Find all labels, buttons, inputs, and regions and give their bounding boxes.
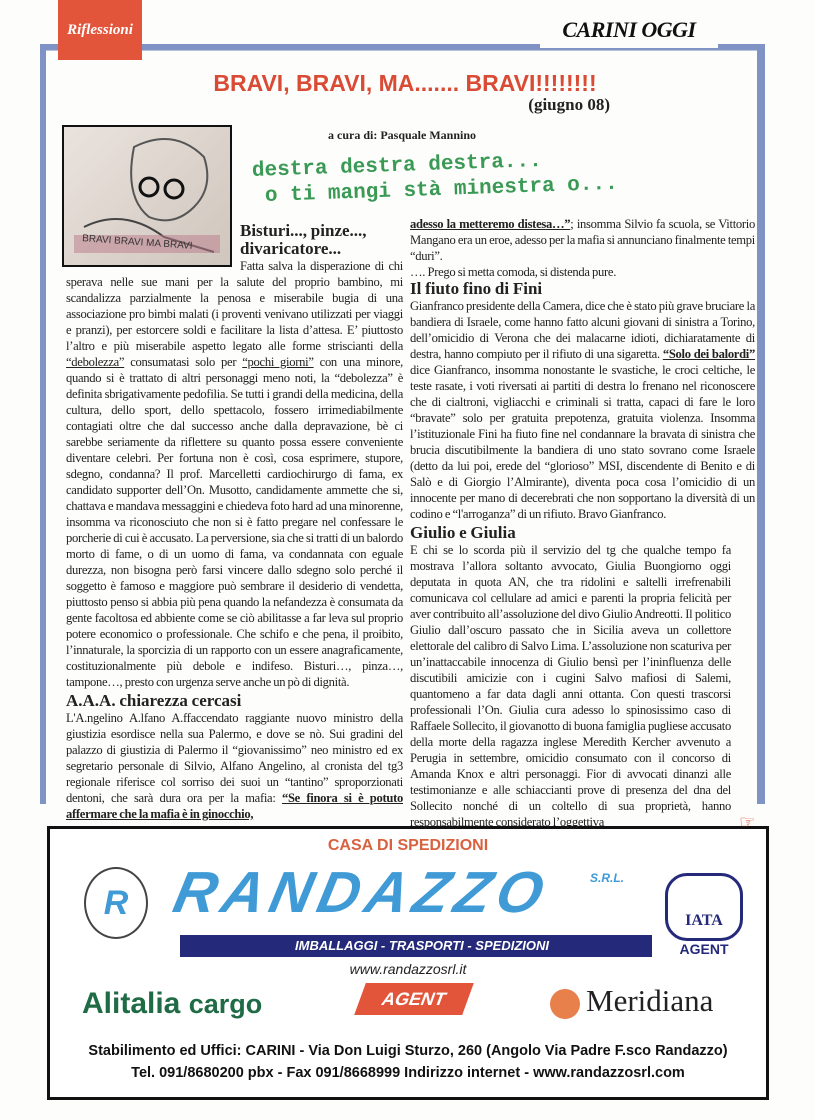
image-float-spacer bbox=[66, 222, 240, 268]
text: Fatta salva la disperazione di chi sperava nelle sue mani per la salute del proprio bambino, mi scandalizza parzialmente la penosa e miserabile bugia di una associazione pro bimbi malati (i proventi venivano utilizzati per viaggi e pranzi), per estorcere soldi e facilitare la lista d’attesa. E’ piuttosto l’altro e più miserabile aspetto legato alle forme striscianti della bbox=[66, 259, 403, 353]
right-column bbox=[410, 216, 755, 830]
ad-contacts: Tel. 091/8680200 pbx - Fax 091/8668999 Indirizzo internet - www.randazzosrl.com bbox=[131, 1065, 685, 1081]
section-heading-chiarezza: A.A.A. chiarezza cercasi bbox=[66, 691, 242, 710]
article-date: (giugno 08) bbox=[528, 95, 610, 114]
paragraph-bisturi bbox=[66, 258, 403, 690]
brand-suffix: S.R.L. bbox=[590, 871, 625, 885]
bold-quote: “Solo dei balordi” bbox=[662, 347, 756, 361]
cargo-label: cargo bbox=[188, 989, 263, 1019]
pointing-hand-icon: ☞ bbox=[739, 812, 755, 832]
iata-logo: IATA bbox=[665, 873, 743, 941]
underlined-text: “debolezza” bbox=[66, 355, 125, 369]
ad-website: www.randazzosrl.it bbox=[349, 961, 467, 977]
bold-quote: adesso la metteremo distesa…” bbox=[410, 217, 571, 231]
text: Gianfranco presidente della Camera, dice che è stato più grave bruciare la bandiera di Israele, come hanno fatto alcuni giovani di sinistra a Torino, dell’omicidio di Verona che dei malacarne idioti, dichiaratamente di destra, hanno compiuto per il rifiuto di una sigaretta. bbox=[410, 299, 755, 361]
brand-name: RANDAZZO bbox=[168, 860, 556, 925]
text: consumatasi solo per bbox=[124, 355, 243, 369]
paragraph-fini bbox=[410, 298, 755, 522]
paragraph-chiarezza bbox=[66, 710, 403, 822]
iata-agent-label: AGENT bbox=[679, 941, 729, 957]
text: dice Gianfranco, insomma nonostante le svastiche, le croci celtiche, le teste rasate, i voti riversati ai partiti di destra lo frenano nel riconoscere che di cialtroni, vigliacchi e criminali si tratta, capaci di fare le loro “bravate” solo per gratuita prepotenza, gratuita violenza. Insomma l’istituzionale Fini ha fiuto fine nel condannare la bravata di sinistra che brucia discutibilmente la bandiera di uno stato sovrano come Israele (detto da lui poi, erede del “glorioso” MSI, discendente di Benito e di Salò e di Giorgio l’Almirante), diventa poca cosa l’omicidio di un innocente per mano di decerebrati che non sopportano la diversità di un codino e “l'arroganza” di un rifiuto. Bravo Gianfranco. bbox=[410, 363, 755, 521]
slogan-line-1: destra destra destra... bbox=[251, 149, 543, 183]
slogan-line-2: o ti mangi stà minestra o... bbox=[264, 172, 619, 208]
paragraph-giulio: E chi se lo scorda più il servizio del tg che qualche tempo fa mostrava l’allora soltanto avvocato, Giulia Buongiorno oggi deputata in quota AN, che tra ridolini e saltelli irrefrenabili comunicava col cellulare ad amici e parenti la propria felicità per aver contribuito all’assoluzione del divo Giulio Andreotti. Il politico Giulio dall’oscuro passato che in Sicilia aveva un collettore elettorale del calibro di Salvo Lima. L’assoluzione non scaturiva per un’inattaccabile innocenza di Giulio bensì per l’ininfluenza delle discutibili amicizie con i cugini Salvo mafiosi di Salemi, quantomeno a far data dagli anni ottanta. Con questi trascorsi professionali l’On. Giulia cura adesso lo spinosissimo caso di Raffaele Sollecito, il giovanotto di buona famiglia pugliese accusato della morte della ragazza inglese Meredith Kercher avvenuto a Perugia in settembre, omicidio consumato con il concorso di Amanda Knox e altri personaggi. Fior di avvocati dinanzi alle testimonianze e alle schiaccianti prove di presenza del dna del Sollecito nonché di un coltello di sua proprietà, hanno responsabilmente considerato l’oggettiva bbox=[410, 543, 731, 829]
byline: a cura di: Pasquale Mannino bbox=[328, 128, 477, 142]
alitalia-label: Alitalia bbox=[82, 987, 181, 1020]
meridiana-logo: Meridiana bbox=[586, 983, 714, 1018]
meridiana-logo-icon bbox=[550, 989, 580, 1019]
article-title: BRAVI, BRAVI, MA....... BRAVI!!!!!!!! bbox=[213, 70, 597, 96]
left-column bbox=[66, 222, 403, 822]
paragraph-prego: …. Prego si metta comoda, si distenda pure. bbox=[410, 265, 617, 279]
bold-quote: “Se finora si è potuto affermare che la mafia è in ginocchio, bbox=[66, 791, 403, 821]
section-label: Riflessioni bbox=[58, 0, 142, 60]
text: con una minore, quando si è trattato di altri personaggi meno noti, la “debolezza” è definita sbrigativamente pedofilia. Se tutti i grandi della medicina, della cultura, dello sport, dello spettacolo, fossero irrimediabilmente contagiati oltre che dal successo anche dalla depravazione, bè ci sarebbe seriamente da riflettere su quanto possa essere conveniente diventare celebri. Per fortuna non è così, cosa esprimere, stupore, sdegno, condanna? Il prof. Marcelletti cardiochirurgo di fama, ex candidato supporter dell’On. Musotto, candidamente ammette che si, chattava e mandava messaggini e chiedeva foto hard ad una minorenne, insomma va riconosciuto che non si è fatto pregare nel confessare le porcherie di cui è accusato. La perversione, sia che si tratti di un balordo morto di fame, o di un uomo di fama, va condannata con eguale durezza, non bisogna però farsi vincere dallo sdegno solo perché il soggetto è famoso e maggiore può sembrare il desiderio di vendetta, piuttosto penso si abbia più pena quando la nefandezza è consumata da gente facoltosa ed abbiente come se ciò abilitasse a far leva sul proprio potere economico o professionale. Che schifo e che pena, il proibito, l’innaturale, la sporcizia di un rapporto con un essere anagraficamente, costituzionalmente più debole e indifeso. Bisturi…, pinza…, tampone…, presto con urgenza serve anche un pò di dignità. bbox=[66, 355, 403, 689]
text: ; insomma Silvio fa scuola, se Vittorio Mangano era un eroe, adesso per la mafia si annunciano finalmente tempi “duri”. bbox=[410, 217, 755, 263]
text: L'A.ngelino A.lfano A.ffaccendato raggiante nuovo ministro della giustizia esordisce nella sua Palermo, e dove se nò. Sui gradini del palazzo di giustizia di Palermo il “giovanissimo” neo ministro ed ex segretario personale di Silvio, Alfano Angelino, al cronista del tg3 regionale riferisce col sorriso dei suoi un “tantino” sproporzionati dentoni, che sarà dura ora per la mafia: bbox=[66, 711, 403, 805]
alitalia-cargo-logo bbox=[82, 987, 262, 1021]
underlined-text: “pochi giorni” bbox=[242, 355, 314, 369]
frame-left-border bbox=[40, 44, 46, 804]
globe-logo-icon: R bbox=[84, 867, 148, 939]
ad-kicker: CASA DI SPEDIZIONI bbox=[327, 837, 489, 854]
magazine-logo: CARINI OGGI bbox=[540, 12, 718, 48]
section-heading-fini: Il fiuto fino di Fini bbox=[410, 279, 543, 298]
agent-badge: AGENT bbox=[354, 983, 474, 1015]
paragraph-chiarezza-cont bbox=[410, 216, 755, 264]
section-heading-giulio: Giulio e Giulia bbox=[410, 523, 516, 542]
caricature-caption: BRAVI BRAVI MA BRAVI bbox=[81, 233, 193, 252]
frame-right-border bbox=[757, 44, 765, 804]
ad-address: Stabilimento ed Uffici: CARINI - Via Don Luigi Sturzo, 260 (Angolo Via Padre F.sco Randazzo) bbox=[88, 1043, 728, 1059]
randazzo-advertisement bbox=[47, 826, 769, 1100]
section-heading-bisturi: Bisturi..., pinze..., divaricatore... bbox=[240, 221, 367, 258]
brand-tagline: IMBALLAGGI - TRASPORTI - SPEDIZIONI bbox=[180, 935, 652, 957]
